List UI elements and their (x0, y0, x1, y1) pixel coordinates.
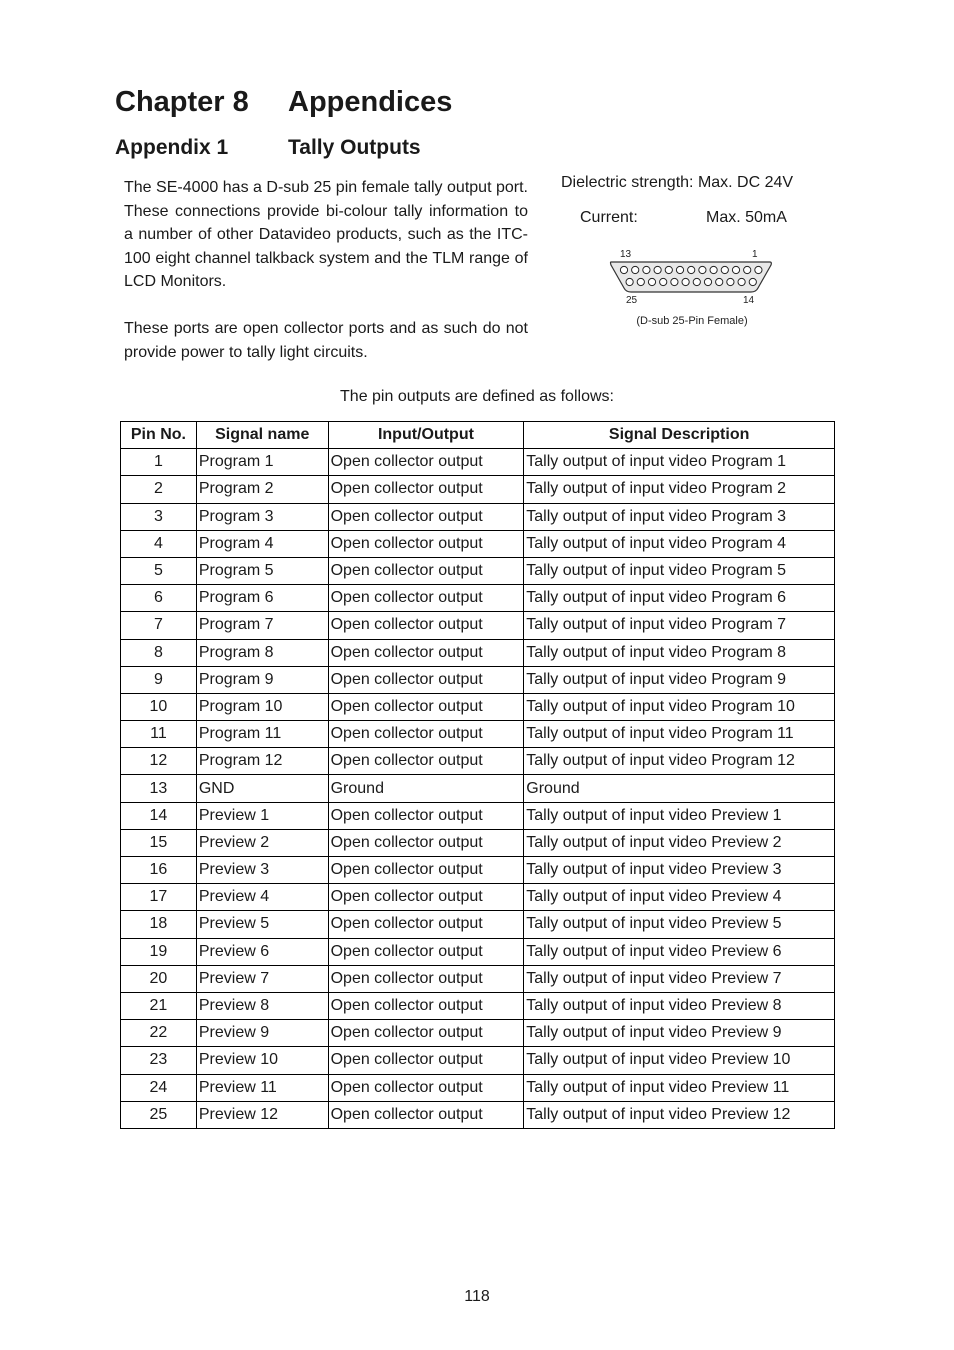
signal-name-cell: Program 2 (196, 476, 328, 503)
pin-hole (749, 278, 756, 285)
table-row (121, 1101, 835, 1128)
signal-description-cell: Tally output of input video Program 11 (524, 721, 835, 748)
table-row (121, 557, 835, 584)
intro-paragraph-2: These ports are open collector ports and as such do not provide power to tally light circuits. (124, 320, 528, 361)
pin-number-cell: 11 (121, 721, 197, 748)
pin-number-cell: 19 (121, 938, 197, 965)
input-output-cell: Open collector output (328, 802, 524, 829)
signal-name-cell: GND (196, 775, 328, 802)
signal-description-cell: Tally output of input video Program 9 (524, 666, 835, 693)
table-row (121, 775, 835, 802)
input-output-cell: Open collector output (328, 965, 524, 992)
signal-description-cell: Tally output of input video Program 12 (524, 748, 835, 775)
signal-description-cell: Tally output of input video Program 7 (524, 612, 835, 639)
table-row (121, 612, 835, 639)
pin-label-13: 13 (620, 249, 632, 260)
signal-name-cell: Program 3 (196, 503, 328, 530)
pin-hole (755, 266, 762, 273)
input-output-cell: Open collector output (328, 829, 524, 856)
connector-caption: (D-sub 25-Pin Female) (636, 315, 748, 327)
pin-hole (665, 266, 672, 273)
input-output-cell: Open collector output (328, 557, 524, 584)
pin-number-cell: 1 (121, 449, 197, 476)
input-output-cell: Open collector output (328, 476, 524, 503)
dielectric-strength-spec: Dielectric strength: Max. DC 24V (561, 174, 794, 191)
signal-name-cell: Preview 6 (196, 938, 328, 965)
pin-definition-table (120, 421, 835, 1129)
signal-description-cell: Tally output of input video Program 3 (524, 503, 835, 530)
pin-hole (710, 266, 717, 273)
input-output-cell: Open collector output (328, 721, 524, 748)
table-row (121, 530, 835, 557)
pin-number-cell: 18 (121, 911, 197, 938)
signal-name-cell: Preview 4 (196, 884, 328, 911)
table-row (121, 911, 835, 938)
signal-name-cell: Preview 2 (196, 829, 328, 856)
signal-description-cell: Tally output of input video Preview 3 (524, 857, 835, 884)
signal-name-cell: Program 8 (196, 639, 328, 666)
pin-hole (699, 266, 706, 273)
input-output-cell: Open collector output (328, 1101, 524, 1128)
header-signal-name: Signal name (196, 422, 328, 449)
pin-label-14: 14 (743, 295, 755, 306)
signal-name-cell: Preview 7 (196, 965, 328, 992)
pin-number-cell: 20 (121, 965, 197, 992)
input-output-cell: Open collector output (328, 449, 524, 476)
table-row (121, 503, 835, 530)
signal-description-cell: Tally output of input video Preview 5 (524, 911, 835, 938)
pin-hole (732, 266, 739, 273)
signal-description-cell: Tally output of input video Program 6 (524, 585, 835, 612)
pin-hole (660, 278, 667, 285)
pin-number-cell: 13 (121, 775, 197, 802)
current-value: Max. 50mA (706, 209, 787, 226)
chapter-heading (115, 86, 452, 119)
input-output-cell: Open collector output (328, 503, 524, 530)
pin-number-cell: 8 (121, 639, 197, 666)
intro-paragraph-1: The SE-4000 has a D-sub 25 pin female tally output port. These connections provide bi-colour tally information to a number of other Datavideo products, such as the ITC-100 eight channel talkback system and the TLM range of LCD Monitors. (124, 179, 528, 290)
signal-name-cell: Preview 3 (196, 857, 328, 884)
signal-name-cell: Preview 11 (196, 1074, 328, 1101)
table-header-row (121, 422, 835, 449)
signal-name-cell: Program 4 (196, 530, 328, 557)
pin-hole (716, 278, 723, 285)
signal-description-cell: Tally output of input video Preview 4 (524, 884, 835, 911)
pin-number-cell: 5 (121, 557, 197, 584)
signal-description-cell: Tally output of input video Program 1 (524, 449, 835, 476)
header-signal-description: Signal Description (524, 422, 835, 449)
pin-label-1: 1 (752, 249, 758, 260)
table-row (121, 666, 835, 693)
signal-description-cell: Tally output of input video Program 10 (524, 693, 835, 720)
pin-number-cell: 6 (121, 585, 197, 612)
signal-description-cell: Tally output of input video Preview 1 (524, 802, 835, 829)
signal-name-cell: Preview 9 (196, 1020, 328, 1047)
input-output-cell: Open collector output (328, 666, 524, 693)
pin-number-cell: 24 (121, 1074, 197, 1101)
input-output-cell: Open collector output (328, 992, 524, 1019)
pin-number-cell: 9 (121, 666, 197, 693)
pin-number-cell: 7 (121, 612, 197, 639)
pin-number-cell: 23 (121, 1047, 197, 1074)
pin-number-cell: 14 (121, 802, 197, 829)
pin-hole (676, 266, 683, 273)
signal-name-cell: Program 12 (196, 748, 328, 775)
pin-hole (744, 266, 751, 273)
pin-number-cell: 25 (121, 1101, 197, 1128)
table-row (121, 884, 835, 911)
table-row (121, 449, 835, 476)
table-row (121, 639, 835, 666)
current-spec (580, 209, 787, 227)
signal-name-cell: Preview 1 (196, 802, 328, 829)
table-row (121, 1047, 835, 1074)
input-output-cell: Open collector output (328, 911, 524, 938)
pin-hole (721, 266, 728, 273)
pin-hole (620, 266, 627, 273)
pin-number-cell: 22 (121, 1020, 197, 1047)
appendix-number: Appendix 1 (115, 136, 229, 159)
input-output-cell: Open collector output (328, 530, 524, 557)
pin-hole (738, 278, 745, 285)
pin-number-cell: 16 (121, 857, 197, 884)
signal-description-cell: Tally output of input video Program 5 (524, 557, 835, 584)
page-number: 118 (464, 1288, 490, 1305)
table-row (121, 1020, 835, 1047)
pin-hole (704, 278, 711, 285)
header-pin-no: Pin No. (121, 422, 197, 449)
signal-description-cell: Tally output of input video Program 8 (524, 639, 835, 666)
table-row (121, 476, 835, 503)
pin-hole (693, 278, 700, 285)
signal-description-cell: Ground (524, 775, 835, 802)
pin-hole (671, 278, 678, 285)
table-row (121, 857, 835, 884)
pin-number-cell: 17 (121, 884, 197, 911)
input-output-cell: Open collector output (328, 639, 524, 666)
appendix-title: Tally Outputs (288, 136, 421, 159)
input-output-cell: Open collector output (328, 1047, 524, 1074)
pin-hole (643, 266, 650, 273)
appendix-heading (115, 136, 421, 160)
pin-hole (688, 266, 695, 273)
table-row (121, 693, 835, 720)
signal-name-cell: Program 10 (196, 693, 328, 720)
input-output-cell: Open collector output (328, 612, 524, 639)
signal-description-cell: Tally output of input video Program 2 (524, 476, 835, 503)
pin-number-cell: 15 (121, 829, 197, 856)
pin-hole (626, 278, 633, 285)
signal-description-cell: Tally output of input video Preview 12 (524, 1101, 835, 1128)
signal-name-cell: Preview 5 (196, 911, 328, 938)
input-output-cell: Open collector output (328, 693, 524, 720)
signal-name-cell: Preview 12 (196, 1101, 328, 1128)
header-input-output: Input/Output (328, 422, 524, 449)
signal-name-cell: Preview 8 (196, 992, 328, 1019)
signal-description-cell: Tally output of input video Preview 9 (524, 1020, 835, 1047)
current-label: Current: (580, 209, 638, 226)
signal-name-cell: Preview 10 (196, 1047, 328, 1074)
signal-description-cell: Tally output of input video Preview 6 (524, 938, 835, 965)
signal-name-cell: Program 9 (196, 666, 328, 693)
table-row (121, 585, 835, 612)
pin-hole (727, 278, 734, 285)
pin-label-25: 25 (626, 295, 638, 306)
signal-name-cell: Program 7 (196, 612, 328, 639)
pin-hole (637, 278, 644, 285)
input-output-cell: Ground (328, 775, 524, 802)
input-output-cell: Open collector output (328, 938, 524, 965)
input-output-cell: Open collector output (328, 748, 524, 775)
signal-name-cell: Program 5 (196, 557, 328, 584)
table-row (121, 721, 835, 748)
signal-description-cell: Tally output of input video Preview 8 (524, 992, 835, 1019)
signal-description-cell: Tally output of input video Preview 2 (524, 829, 835, 856)
input-output-cell: Open collector output (328, 1020, 524, 1047)
table-row (121, 829, 835, 856)
table-row (121, 938, 835, 965)
pin-number-cell: 10 (121, 693, 197, 720)
pin-number-cell: 2 (121, 476, 197, 503)
table-row (121, 748, 835, 775)
table-row (121, 802, 835, 829)
dsub-25-connector-diagram (606, 246, 776, 330)
input-output-cell: Open collector output (328, 1074, 524, 1101)
signal-name-cell: Program 6 (196, 585, 328, 612)
signal-description-cell: Tally output of input video Preview 11 (524, 1074, 835, 1101)
signal-name-cell: Program 1 (196, 449, 328, 476)
signal-description-cell: Tally output of input video Preview 7 (524, 965, 835, 992)
signal-description-cell: Tally output of input video Program 4 (524, 530, 835, 557)
chapter-title: Appendices (288, 86, 453, 118)
signal-description-cell: Tally output of input video Preview 10 (524, 1047, 835, 1074)
pin-number-cell: 21 (121, 992, 197, 1019)
pin-number-cell: 4 (121, 530, 197, 557)
input-output-cell: Open collector output (328, 857, 524, 884)
signal-name-cell: Program 11 (196, 721, 328, 748)
pin-hole (648, 278, 655, 285)
pin-hole (632, 266, 639, 273)
input-output-cell: Open collector output (328, 884, 524, 911)
table-row (121, 992, 835, 1019)
chapter-number: Chapter 8 (115, 86, 249, 118)
pin-number-cell: 3 (121, 503, 197, 530)
pin-hole (654, 266, 661, 273)
input-output-cell: Open collector output (328, 585, 524, 612)
pin-number-cell: 12 (121, 748, 197, 775)
table-row (121, 1074, 835, 1101)
pin-hole (682, 278, 689, 285)
table-row (121, 965, 835, 992)
table-intro-text: The pin outputs are defined as follows: (340, 388, 614, 405)
